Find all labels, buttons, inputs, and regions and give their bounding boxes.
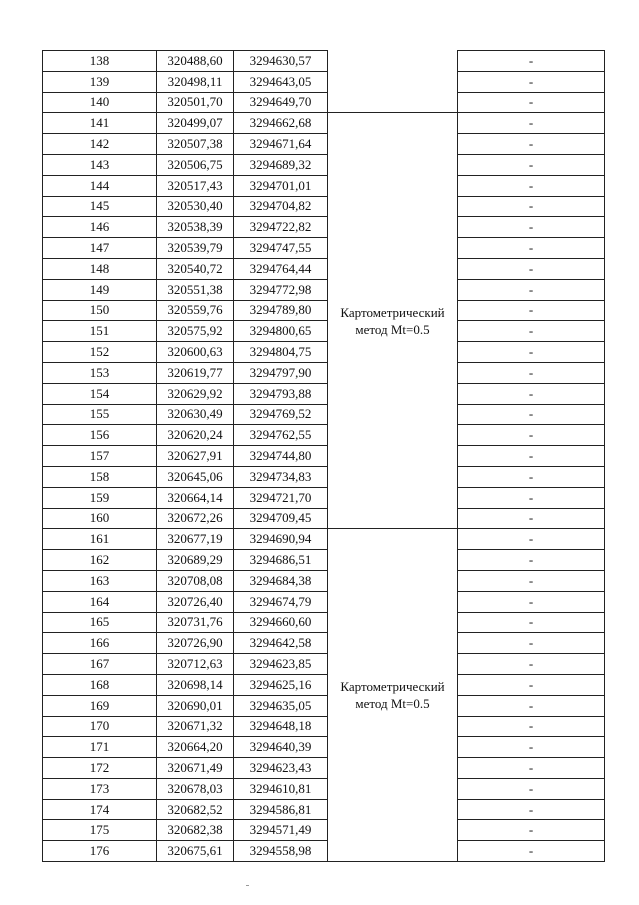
point-number-cell: 171 xyxy=(43,737,157,758)
x-coordinate-cell: 320645,06 xyxy=(157,466,234,487)
point-number-cell: 157 xyxy=(43,446,157,467)
table-row xyxy=(43,71,605,92)
y-coordinate-cell: 3294648,18 xyxy=(234,716,328,737)
y-coordinate-cell: 3294734,83 xyxy=(234,466,328,487)
y-coordinate-cell: 3294558,98 xyxy=(234,841,328,862)
x-coordinate-cell: 320677,19 xyxy=(157,529,234,550)
y-coordinate-cell: 3294689,32 xyxy=(234,154,328,175)
point-number-cell: 146 xyxy=(43,217,157,238)
point-number-cell: 149 xyxy=(43,279,157,300)
y-coordinate-cell: 3294586,81 xyxy=(234,799,328,820)
error-value-cell: - xyxy=(458,487,605,508)
x-coordinate-cell: 320671,49 xyxy=(157,758,234,779)
error-value-cell: - xyxy=(458,51,605,72)
table-row xyxy=(43,383,605,404)
error-value-cell: - xyxy=(458,196,605,217)
x-coordinate-cell: 320575,92 xyxy=(157,321,234,342)
error-value-cell: - xyxy=(458,841,605,862)
point-number-cell: 139 xyxy=(43,71,157,92)
x-coordinate-cell: 320664,20 xyxy=(157,737,234,758)
x-coordinate-cell: 320689,29 xyxy=(157,550,234,571)
x-coordinate-cell: 320712,63 xyxy=(157,654,234,675)
x-coordinate-cell: 320627,91 xyxy=(157,446,234,467)
table-row xyxy=(43,799,605,820)
x-coordinate-cell: 320506,75 xyxy=(157,154,234,175)
x-coordinate-cell: 320664,14 xyxy=(157,487,234,508)
point-number-cell: 170 xyxy=(43,716,157,737)
point-number-cell: 156 xyxy=(43,425,157,446)
table-row xyxy=(43,716,605,737)
error-value-cell: - xyxy=(458,154,605,175)
y-coordinate-cell: 3294690,94 xyxy=(234,529,328,550)
x-coordinate-cell: 320708,08 xyxy=(157,570,234,591)
y-coordinate-cell: 3294721,70 xyxy=(234,487,328,508)
y-coordinate-cell: 3294793,88 xyxy=(234,383,328,404)
point-number-cell: 158 xyxy=(43,466,157,487)
error-value-cell: - xyxy=(458,258,605,279)
error-value-cell: - xyxy=(458,716,605,737)
point-number-cell: 152 xyxy=(43,342,157,363)
y-coordinate-cell: 3294800,65 xyxy=(234,321,328,342)
y-coordinate-cell: 3294789,80 xyxy=(234,300,328,321)
x-coordinate-cell: 320551,38 xyxy=(157,279,234,300)
x-coordinate-cell: 320559,76 xyxy=(157,300,234,321)
table-row xyxy=(43,154,605,175)
x-coordinate-cell: 320690,01 xyxy=(157,695,234,716)
error-value-cell: - xyxy=(458,217,605,238)
point-number-cell: 148 xyxy=(43,258,157,279)
y-coordinate-cell: 3294649,70 xyxy=(234,92,328,113)
point-number-cell: 155 xyxy=(43,404,157,425)
y-coordinate-cell: 3294671,64 xyxy=(234,134,328,155)
error-value-cell: - xyxy=(458,612,605,633)
x-coordinate-cell: 320675,61 xyxy=(157,841,234,862)
table-row xyxy=(43,508,605,529)
x-coordinate-cell: 320498,11 xyxy=(157,71,234,92)
point-number-cell: 140 xyxy=(43,92,157,113)
point-number-cell: 153 xyxy=(43,362,157,383)
error-value-cell: - xyxy=(458,508,605,529)
error-value-cell: - xyxy=(458,529,605,550)
coordinates-table-body xyxy=(43,51,605,862)
error-value-cell: - xyxy=(458,466,605,487)
error-value-cell: - xyxy=(458,71,605,92)
table-row xyxy=(43,362,605,383)
y-coordinate-cell: 3294684,38 xyxy=(234,570,328,591)
table-row xyxy=(43,113,605,134)
table-row xyxy=(43,612,605,633)
x-coordinate-cell: 320517,43 xyxy=(157,175,234,196)
table-row xyxy=(43,591,605,612)
error-value-cell: - xyxy=(458,175,605,196)
x-coordinate-cell: 320501,70 xyxy=(157,92,234,113)
table-row xyxy=(43,258,605,279)
error-value-cell: - xyxy=(458,404,605,425)
x-coordinate-cell: 320530,40 xyxy=(157,196,234,217)
error-value-cell: - xyxy=(458,238,605,259)
point-number-cell: 173 xyxy=(43,778,157,799)
x-coordinate-cell: 320507,38 xyxy=(157,134,234,155)
y-coordinate-cell: 3294623,43 xyxy=(234,758,328,779)
error-value-cell: - xyxy=(458,550,605,571)
y-coordinate-cell: 3294704,82 xyxy=(234,196,328,217)
y-coordinate-cell: 3294643,05 xyxy=(234,71,328,92)
x-coordinate-cell: 320726,90 xyxy=(157,633,234,654)
error-value-cell: - xyxy=(458,633,605,654)
point-number-cell: 154 xyxy=(43,383,157,404)
point-number-cell: 164 xyxy=(43,591,157,612)
table-row xyxy=(43,92,605,113)
point-number-cell: 144 xyxy=(43,175,157,196)
point-number-cell: 168 xyxy=(43,674,157,695)
error-value-cell: - xyxy=(458,820,605,841)
table-row xyxy=(43,695,605,716)
error-value-cell: - xyxy=(458,654,605,675)
table-row xyxy=(43,342,605,363)
error-value-cell: - xyxy=(458,695,605,716)
point-number-cell: 172 xyxy=(43,758,157,779)
y-coordinate-cell: 3294722,82 xyxy=(234,217,328,238)
y-coordinate-cell: 3294630,57 xyxy=(234,51,328,72)
error-value-cell: - xyxy=(458,799,605,820)
error-value-cell: - xyxy=(458,383,605,404)
error-value-cell: - xyxy=(458,279,605,300)
x-coordinate-cell: 320539,79 xyxy=(157,238,234,259)
point-number-cell: 142 xyxy=(43,134,157,155)
table-row xyxy=(43,570,605,591)
table-row xyxy=(43,633,605,654)
error-value-cell: - xyxy=(458,134,605,155)
y-coordinate-cell: 3294762,55 xyxy=(234,425,328,446)
y-coordinate-cell: 3294571,49 xyxy=(234,820,328,841)
error-value-cell: - xyxy=(458,113,605,134)
y-coordinate-cell: 3294610,81 xyxy=(234,778,328,799)
x-coordinate-cell: 320731,76 xyxy=(157,612,234,633)
error-value-cell: - xyxy=(458,778,605,799)
error-value-cell: - xyxy=(458,570,605,591)
method-cell: Картометрический метод Mt=0.5 xyxy=(328,529,458,862)
x-coordinate-cell: 320678,03 xyxy=(157,778,234,799)
x-coordinate-cell: 320682,52 xyxy=(157,799,234,820)
table-row xyxy=(43,466,605,487)
point-number-cell: 143 xyxy=(43,154,157,175)
error-value-cell: - xyxy=(458,362,605,383)
y-coordinate-cell: 3294623,85 xyxy=(234,654,328,675)
x-coordinate-cell: 320698,14 xyxy=(157,674,234,695)
y-coordinate-cell: 3294635,05 xyxy=(234,695,328,716)
y-coordinate-cell: 3294764,44 xyxy=(234,258,328,279)
y-coordinate-cell: 3294701,01 xyxy=(234,175,328,196)
x-coordinate-cell: 320499,07 xyxy=(157,113,234,134)
table-row xyxy=(43,300,605,321)
x-coordinate-cell: 320671,32 xyxy=(157,716,234,737)
table-row xyxy=(43,175,605,196)
x-coordinate-cell: 320538,39 xyxy=(157,217,234,238)
table-row xyxy=(43,134,605,155)
method-cell: Картометрический метод Mt=0.5 xyxy=(328,113,458,529)
point-number-cell: 147 xyxy=(43,238,157,259)
table-row xyxy=(43,279,605,300)
y-coordinate-cell: 3294769,52 xyxy=(234,404,328,425)
y-coordinate-cell: 3294660,60 xyxy=(234,612,328,633)
error-value-cell: - xyxy=(458,446,605,467)
x-coordinate-cell: 320682,38 xyxy=(157,820,234,841)
table-row xyxy=(43,820,605,841)
table-row xyxy=(43,654,605,675)
point-number-cell: 176 xyxy=(43,841,157,862)
error-value-cell: - xyxy=(458,321,605,342)
y-coordinate-cell: 3294744,80 xyxy=(234,446,328,467)
point-number-cell: 162 xyxy=(43,550,157,571)
table-row xyxy=(43,758,605,779)
table-row xyxy=(43,529,605,550)
point-number-cell: 145 xyxy=(43,196,157,217)
error-value-cell: - xyxy=(458,591,605,612)
error-value-cell: - xyxy=(458,92,605,113)
table-row xyxy=(43,321,605,342)
point-number-cell: 166 xyxy=(43,633,157,654)
point-number-cell: 150 xyxy=(43,300,157,321)
table-row xyxy=(43,404,605,425)
x-coordinate-cell: 320629,92 xyxy=(157,383,234,404)
point-number-cell: 169 xyxy=(43,695,157,716)
point-number-cell: 151 xyxy=(43,321,157,342)
error-value-cell: - xyxy=(458,758,605,779)
y-coordinate-cell: 3294640,39 xyxy=(234,737,328,758)
point-number-cell: 161 xyxy=(43,529,157,550)
table-row xyxy=(43,487,605,508)
table-row xyxy=(43,196,605,217)
x-coordinate-cell: 320488,60 xyxy=(157,51,234,72)
y-coordinate-cell: 3294772,98 xyxy=(234,279,328,300)
point-number-cell: 138 xyxy=(43,51,157,72)
table-row xyxy=(43,51,605,72)
x-coordinate-cell: 320630,49 xyxy=(157,404,234,425)
x-coordinate-cell: 320672,26 xyxy=(157,508,234,529)
point-number-cell: 165 xyxy=(43,612,157,633)
table-row xyxy=(43,425,605,446)
x-coordinate-cell: 320620,24 xyxy=(157,425,234,446)
point-number-cell: 163 xyxy=(43,570,157,591)
y-coordinate-cell: 3294804,75 xyxy=(234,342,328,363)
error-value-cell: - xyxy=(458,342,605,363)
point-number-cell: 159 xyxy=(43,487,157,508)
y-coordinate-cell: 3294747,55 xyxy=(234,238,328,259)
y-coordinate-cell: 3294642,58 xyxy=(234,633,328,654)
method-cell xyxy=(328,51,458,113)
y-coordinate-cell: 3294662,68 xyxy=(234,113,328,134)
table-row xyxy=(43,217,605,238)
point-number-cell: 141 xyxy=(43,113,157,134)
table-row xyxy=(43,674,605,695)
table-row xyxy=(43,238,605,259)
error-value-cell: - xyxy=(458,737,605,758)
x-coordinate-cell: 320600,63 xyxy=(157,342,234,363)
error-value-cell: - xyxy=(458,674,605,695)
table-row xyxy=(43,737,605,758)
y-coordinate-cell: 3294797,90 xyxy=(234,362,328,383)
x-coordinate-cell: 320540,72 xyxy=(157,258,234,279)
y-coordinate-cell: 3294686,51 xyxy=(234,550,328,571)
x-coordinate-cell: 320619,77 xyxy=(157,362,234,383)
point-number-cell: 175 xyxy=(43,820,157,841)
error-value-cell: - xyxy=(458,300,605,321)
y-coordinate-cell: 3294709,45 xyxy=(234,508,328,529)
coordinates-table xyxy=(42,50,605,862)
table-row xyxy=(43,778,605,799)
x-coordinate-cell: 320726,40 xyxy=(157,591,234,612)
table-row xyxy=(43,550,605,571)
point-number-cell: 167 xyxy=(43,654,157,675)
table-row xyxy=(43,841,605,862)
scan-mark xyxy=(246,885,249,886)
error-value-cell: - xyxy=(458,425,605,446)
y-coordinate-cell: 3294674,79 xyxy=(234,591,328,612)
point-number-cell: 174 xyxy=(43,799,157,820)
point-number-cell: 160 xyxy=(43,508,157,529)
y-coordinate-cell: 3294625,16 xyxy=(234,674,328,695)
table-row xyxy=(43,446,605,467)
